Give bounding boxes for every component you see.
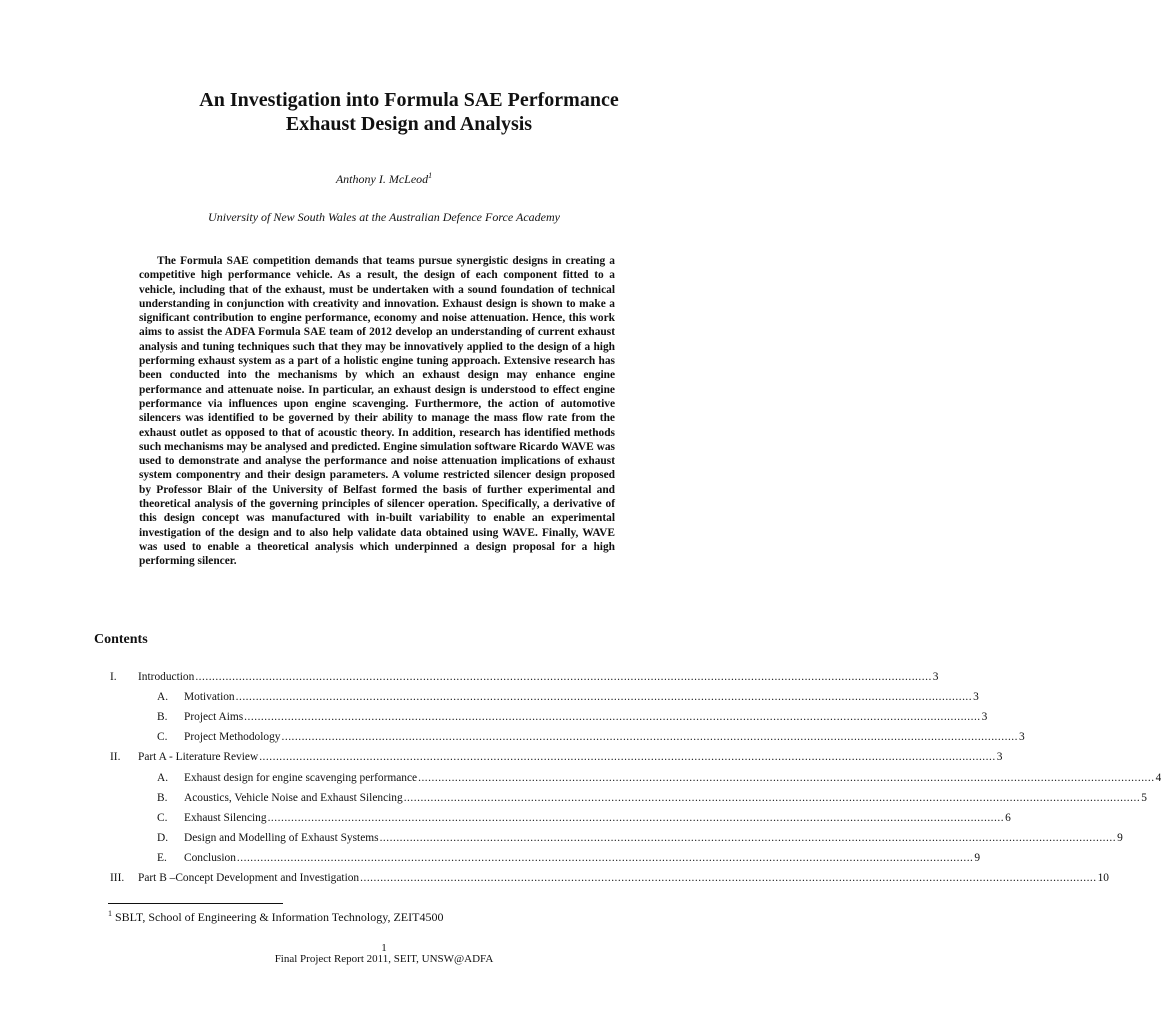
title-line-2: Exhaust Design and Analysis [285,113,533,135]
toc-entry-page: 3 [981,711,988,724]
toc-entry[interactable] [0,771,1161,791]
toc-entry-page: 3 [932,671,939,683]
toc-entry-label: Conclusion [184,851,236,864]
toc-entry-line [138,750,1003,764]
toc-entry[interactable] [0,670,939,690]
author-footnote-mark: 1 [428,171,433,180]
toc-entry-line [184,791,1147,805]
toc-entry-number: II. [110,751,121,764]
footnote-rule [108,903,283,904]
toc-entry-number: D. [157,831,169,844]
toc-entry-page: 3 [996,751,1003,764]
toc-entry[interactable] [0,690,979,710]
toc-entry-page: 10 [1097,872,1109,884]
toc-leader-dots: ............................................................................................................................................................................................................................ [267,811,1005,824]
toc-leader-dots: ............................................................................................................................................................................................................................ [244,711,981,724]
toc-entry[interactable] [0,831,1123,851]
toc-entry-line [184,690,979,704]
contents-heading: Contents [94,632,148,647]
page-number: 1 [381,942,387,954]
toc-entry-line [184,831,1123,845]
toc-entry-line [184,710,988,724]
toc-entry-line [184,811,1011,825]
author-name: Anthony I. McLeod [335,172,429,186]
toc-leader-dots: ............................................................................................................................................................................................................................ [281,731,1018,744]
toc-entry-label: Design and Modelling of Exhaust Systems [184,831,379,844]
toc-entry-line [138,871,1109,885]
toc-leader-dots: ............................................................................................................................................................................................................................ [259,751,996,764]
toc-entry-page: 9 [1117,831,1123,844]
toc-leader-dots: ............................................................................................................................................................................................................................ [379,831,1117,844]
toc-entry-line [184,730,1025,744]
toc-entry-number: B. [157,711,168,724]
toc-leader-dots: ............................................................................................................................................................................................................................ [403,791,1141,804]
abstract: The Formula SAE competition demands that teams pursue synergistic designs in creating a competitive high performance vehicle. As a result, the design of each component fitted to a vehicle, including that of the exhaust, must be undertaken with a sound foundation of technical understanding in conjunction with creativity and innovation. Exhaust design is shown to make a significant contribution to engine performance, economy and noise attenuation. Hence, this work aims to assist the ADFA Formula SAE team of 2012 develop an understanding of current exhaust analysis and tuning techniques such that they may be innovatively applied to the design of a high performing exhaust system as a part of a holistic engine tuning approach. Extensive research has been conducted into the mechanisms by which an exhaust design may enhance engine performance and attenuate noise. In particular, an exhaust design is understood to effect engine performance via influences upon engine scavenging. Furthermore, the action of automotive silencers was identified to be governed by their ability to manage the mass flow rate from the exhaust outlet as opposed to that of acoustic theory. In addition, research has identified methods such mechanisms may be analysed and predicted. Engine simulation software Ricardo WAVE was used to demonstrate and analyse the performance and noise attenuation implications of exhaust system componentry and their design parameters. A volume restricted silencer design proposed by Professor Blair of the University of Belfast formed the basis of further experimental and theoretical analysis of the governing principles of silencer operation. Specifically, a derivative of this design concept was manufactured with in-built variability to enable an experimental investigation of the design and to also help validate data obtained using WAVE. Finally, WAVE was used to enable a theoretical analysis which underpinned a design proposal for a high performing silencer. [139,255,615,568]
paper-title [100,88,718,136]
toc-entry[interactable] [0,811,1011,831]
toc-entry-line [138,670,939,684]
toc-entry-number: I. [110,671,117,683]
toc-entry-page: 9 [974,851,981,864]
toc-entry-label: Part A - Literature Review [138,751,259,764]
toc-entry-number: A. [157,771,169,784]
toc-entry-page: 3 [1018,731,1025,744]
toc-entry-page: 4 [1155,771,1161,784]
toc-entry[interactable] [0,871,1109,891]
author-line [0,171,768,187]
footnote [108,909,443,925]
page-footer: Final Project Report 2011, SEIT, UNSW@ADFA [274,953,494,965]
toc-entry-number: E. [157,851,167,864]
toc-entry-number: III. [110,872,125,884]
toc-leader-dots: ............................................................................................................................................................................................................................ [236,851,974,864]
toc-entry-label: Exhaust Silencing [184,811,267,824]
toc-leader-dots: ............................................................................................................................................................................................................................ [418,771,1155,784]
toc-entry-label: Project Methodology [184,731,281,744]
footnote-text: SBLT, School of Engineering & Information Technology, ZEIT4500 [115,910,444,924]
toc-entry-label: Motivation [184,691,235,704]
toc-entry-number: B. [157,791,168,804]
toc-entry-page: 6 [1005,811,1011,824]
toc-entry[interactable] [0,710,988,730]
toc-entry-line [184,771,1161,785]
toc-entry[interactable] [0,791,1147,811]
toc-entry-label: Project Aims [184,711,244,724]
toc-leader-dots: ............................................................................................................................................................................................................................ [360,872,1097,884]
toc-leader-dots: ............................................................................................................................................................................................................................ [195,671,932,683]
toc-entry-number: C. [157,731,168,744]
toc-entry-label: Acoustics, Vehicle Noise and Exhaust Silencing [184,791,403,804]
toc-entry-label: Part B –Concept Development and Investigation [138,872,360,884]
toc-leader-dots: ............................................................................................................................................................................................................................ [235,691,973,704]
toc-entry[interactable] [0,730,1025,750]
toc-entry-label: Introduction [138,671,195,683]
toc-entry-number: A. [157,691,169,704]
affiliation: University of New South Wales at the Australian Defence Force Academy [208,210,560,224]
toc-entry[interactable] [0,750,1003,770]
toc-entry-line [184,851,981,865]
title-line-1: An Investigation into Formula SAE Performance [199,89,619,111]
footnote-mark: 1 [108,909,112,918]
toc-entry[interactable] [0,851,981,871]
toc-entry-label: Exhaust design for engine scavenging performance [184,771,418,784]
toc-entry-number: C. [157,811,168,824]
toc-entry-page: 5 [1141,791,1147,804]
toc-entry-page: 3 [973,691,979,704]
